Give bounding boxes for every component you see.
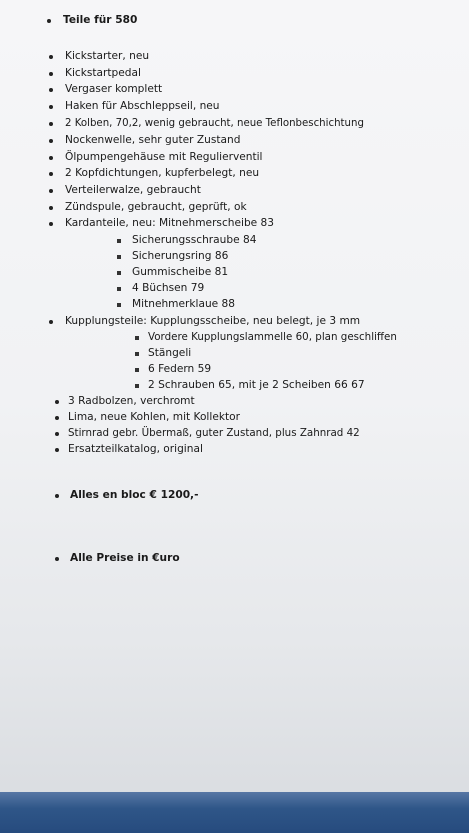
bullet-icon xyxy=(49,105,53,109)
bullet-icon xyxy=(55,400,59,404)
bullet-icon xyxy=(49,122,53,126)
bullet-icon xyxy=(55,448,59,452)
bullet-icon xyxy=(49,189,53,193)
bullet-icon xyxy=(49,206,53,210)
square-bullet-icon xyxy=(117,287,121,291)
bullet-icon xyxy=(47,19,51,23)
bullet-icon xyxy=(49,172,53,176)
square-bullet-icon xyxy=(135,384,139,388)
bullet-icon xyxy=(49,55,53,59)
bullet-icon xyxy=(49,156,53,160)
square-bullet-icon xyxy=(117,271,121,275)
square-bullet-icon xyxy=(117,239,121,243)
bullet-icon xyxy=(55,432,59,436)
square-bullet-icon xyxy=(135,352,139,356)
bloc-offer: Alles en bloc € 1200,- xyxy=(70,489,199,501)
square-bullet-icon xyxy=(117,303,121,307)
square-bullet-icon xyxy=(135,336,139,340)
bullet-icon xyxy=(49,72,53,76)
heading: Teile für 580 xyxy=(63,14,138,26)
bullet-icon xyxy=(49,320,53,324)
bullet-icon xyxy=(49,88,53,92)
square-bullet-icon xyxy=(135,368,139,372)
bullet-icon xyxy=(49,139,53,143)
bullet-icon xyxy=(55,557,59,561)
bullet-icon xyxy=(49,222,53,226)
square-bullet-icon xyxy=(117,255,121,259)
bullet-icon xyxy=(55,416,59,420)
bullet-icon xyxy=(55,494,59,498)
blue-background xyxy=(0,792,469,833)
currency-note: Alle Preise in €uro xyxy=(70,552,180,564)
